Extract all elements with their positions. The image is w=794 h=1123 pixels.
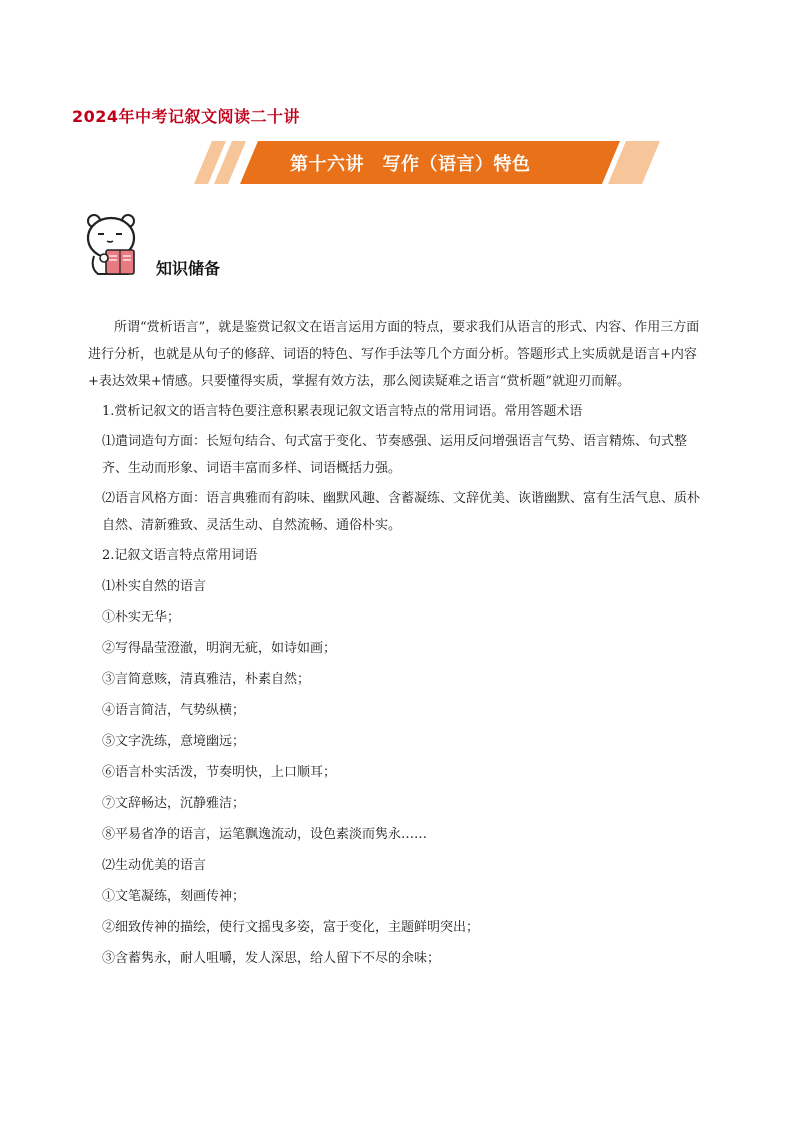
list-item: ①朴实无华； xyxy=(102,610,181,625)
list-item: ③言简意赅，清真雅洁，朴素自然； xyxy=(102,672,311,687)
point-1-a: ⑴遣词造句方面：长短句结合、句式富于变化、节奏感强、运用反问增强语言气势、语言精炼、句式整齐、生动而形象、词语丰富而多样、词语概括力强。 xyxy=(102,434,688,476)
list-item: ②细致传神的描绘，使行文摇曳多姿，富于变化，主题鲜明突出； xyxy=(102,920,480,935)
list-item: ④语言简洁，气势纵横； xyxy=(102,703,246,718)
point-1: 1.赏析记叙文的语言特色要注意积累表现记叙文语言特点的常用词语。常用答题术语 xyxy=(102,404,583,419)
list-item: ⑧平易省净的语言，运笔飘逸流动，设色素淡而隽永…… xyxy=(102,827,428,842)
group-2-title: ⑵生动优美的语言 xyxy=(102,858,207,873)
point-1-b: ⑵语言风格方面：语言典雅而有韵味、幽默风趣、含蓄凝练、文辞优美、诙谐幽默、富有生活气息、质朴自然、清新雅致、灵活生动、自然流畅、通俗朴实。 xyxy=(102,491,701,533)
intro-paragraph: 所谓“赏析语言”，就是鉴赏记叙文在语言运用方面的特点，要求我们从语言的形式、内容、作用三方面进行分析，也就是从句子的修辞、词语的特色、写作手法等几个方面分析。答题形式上实质就是语言+内容+表达效果+情感。只要懂得实质，掌握有效方法，那么阅读疑难之语言“赏析题”就迎刃而解。 xyxy=(88,320,700,389)
series-title: 2024年中考记叙文阅读二十讲 xyxy=(72,107,301,126)
list-item: ⑤文字洗练，意境幽远； xyxy=(102,734,246,749)
list-item: ⑦文辞畅达，沉静雅洁； xyxy=(102,796,246,811)
bear-reading-book-icon xyxy=(84,212,146,278)
list-item: ⑥语言朴实活泼，节奏明快，上口顺耳； xyxy=(102,765,337,780)
list-item: ①文笔凝练，刻画传神； xyxy=(102,889,246,904)
group-1-title: ⑴朴实自然的语言 xyxy=(102,579,207,594)
document-body xyxy=(88,314,712,973)
point-2: 2.记叙文语言特点常用词语 xyxy=(102,548,258,563)
list-item: ③含蓄隽永，耐人咀嚼，发人深思，给人留下不尽的余味； xyxy=(102,951,441,966)
section-heading: 知识储备 xyxy=(156,259,221,278)
list-item: ②写得晶莹澄澈，明润无疵，如诗如画； xyxy=(102,641,337,656)
lesson-title: 第十六讲 写作（语言）特色 xyxy=(290,154,531,175)
